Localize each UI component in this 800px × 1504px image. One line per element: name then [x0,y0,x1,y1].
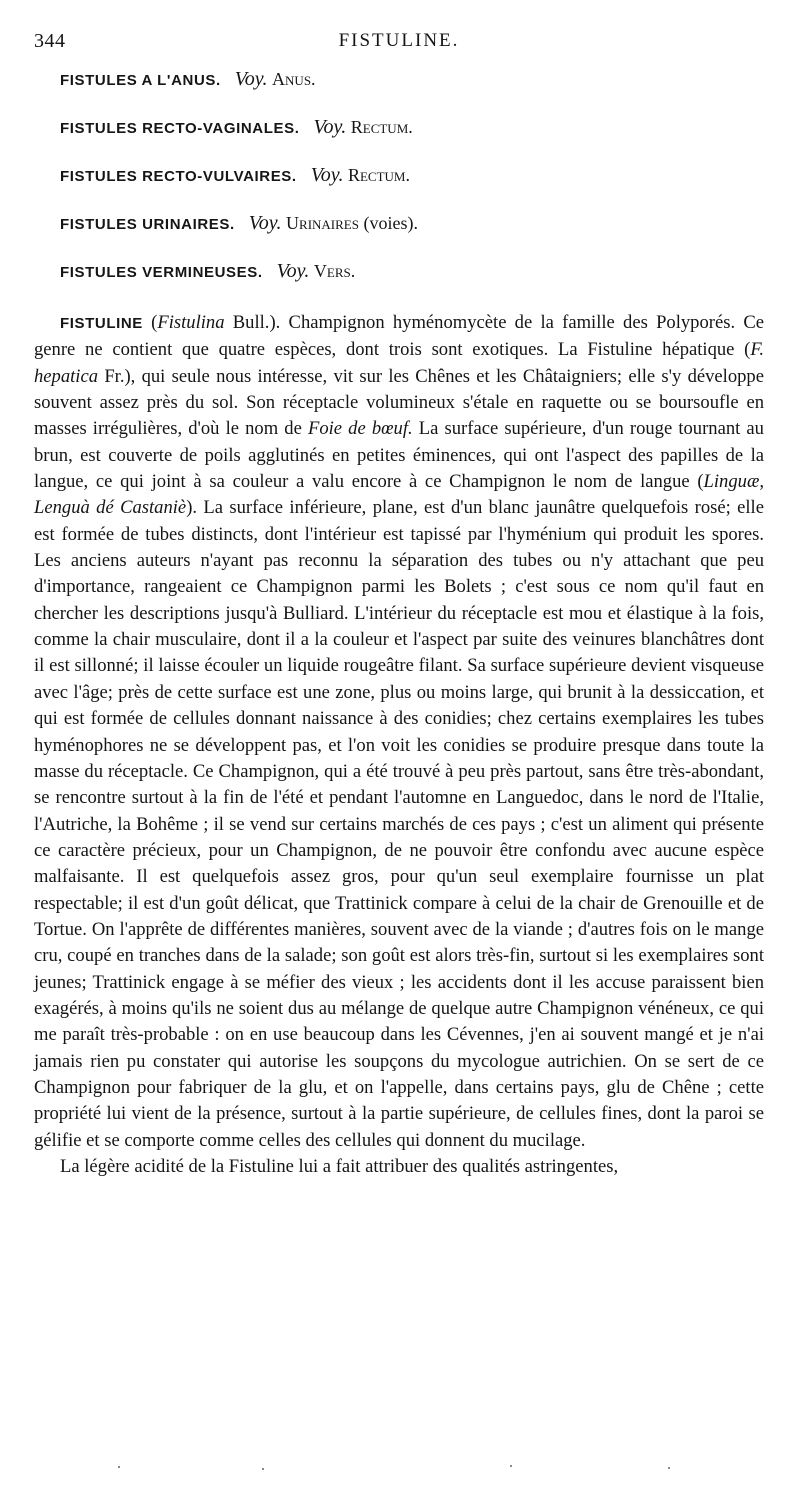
scan-specks [0,1462,800,1482]
cross-reference-qualifier: (voies). [363,213,418,233]
cross-reference-target: Urinaires [286,213,359,233]
scan-speck [510,1465,512,1467]
voy-abbreviation: Voy. [234,68,268,90]
running-title: FISTULINE. [338,30,460,51]
entry-text-4: ). La surface inférieure, plane, est d'un blanc jaunâtre quelquefois rosé; elle est formée de tubes distincts, dont l'intérieur est tapissé par l'hyménium qui produit les spores. Les anciens auteurs n'ayant pas reconnu la séparation des tubes ou n'y attachant que peu d'importance, rangeaient ce Champignon parmi les Bolets ; c'est sous ce nom qu'il faut en chercher les descriptions jusqu'à Bulliard. L'intérieur du réceptacle est mou et élastique à la fois, comme la chair musculaire, dont il a la couleur et l'aspect par suite des veinures blanchâtres dont il est sillonné; il laisse écouler un liquide rougeâtre filant. Sa surface supérieure devient visqueuse avec l'âge; près de cette surface est une zone, plus ou moins large, qui brunit à la dessiccation, et qui est formée de cellules donnant naissance à des conidies; chez certains exemplaires les tubes hyménophores ne se développent pas, et l'on voit les conidies se produire presque dans toute la masse du réceptacle. Ce Champignon, qui a été trouvé à peu près partout, sans être très-abondant, se rencontre surtout à la fin de l'été et pendant l'automne en Languedoc, dans le nord de l'Italie, l'Autriche, la Bohême ; il se vend sur certains marchés de ces pays ; c'est un aliment qui présente ce caractère précieux, pour un Champignon, de ne pouvoir être confondu avec aucune espèce malfaisante. Il est quelquefois assez gros, pour qu'un seul exemplaire fournisse un plat respectable; il est d'un goût délicat, que Trattinick compare à celui de la chair de Grenouille et de Tortue. On l'apprête de différentes manières, souvent avec de la viande ; d'autres fois on le mange cru, coupé en tranches dans de la salade; son goût est alors très-fin, surtout si les exemplaires sont jeunes; Trattinick engage à se méfier des vieux ; les accidents dont il les accuse paraissent bien exagérés, à moins qu'ils ne soient dus au mélange de quelque autre Champignon vénéneux, ce qui me paraît très-probable : on en use beaucoup dans les Cévennes, j'en ai souvent mangé et je n'ai jamais rien pu constater qui autorise les soupçons du mycologue autrichien. On se sert de ce Champignon pour fabriquer de la glu, et on l'appelle, dans certains pays, glu de Chêne ; cette propriété lui vient de la présence, surtout à la partie supérieure, de cellules fines, dont la paroi se gélifie et se comporte comme celles des cellules qui donnent du mucilage. [34,497,764,1151]
entry-headword: FISTULINE [60,315,143,332]
cross-reference-headword: FISTULES VERMINEUSES. [60,264,263,281]
latin-genus: Fistulina [157,312,225,333]
voy-abbreviation: Voy. [310,164,344,186]
cross-reference-target: Rectum. [350,117,413,137]
cross-reference-target: Rectum. [347,165,410,185]
entry-text-3: La surface supérieure, d'un rouge tournant au brun, est couverte de poils agglutinés en petites éminences, qui ont l'aspect des papilles de la langue, ce qui joint à sa couleur a valu encore à ce Champignon le nom de langue ( [34,418,764,493]
common-name-foie: Foie de bœuf. [307,418,413,440]
cross-reference-target: Vers. [313,261,356,281]
cross-reference-headword: FISTULES A L'ANUS. [60,72,221,89]
cross-reference-target: Anus. [272,69,316,89]
cross-reference-entry [60,160,760,208]
authority: Bull.). [232,312,281,333]
entry-body [34,310,764,1180]
cross-reference-headword: FISTULES RECTO-VULVAIRES. [60,168,297,185]
running-head [34,30,764,58]
entry-text-1: Champignon hyménomycète de la famille des Polyporés. Ce genre ne contient que quatre espèces, dont trois sont exotiques. La Fistuline hépatique ( [34,312,764,361]
entry-paragraph [34,310,764,1154]
vernacular-names: Linguæ, Lenguà dé Castaniè [34,471,764,519]
scan-speck [118,1466,120,1468]
entry-text-2: Fr.), qui seule nous intéresse, vit sur les Chênes et les Châtaigniers; elle s'y développe souvent assez près du sol. Son réceptacle volumineux s'étale en raquette ou se boursoufle en masses irrégulières, d'où le nom de [34,365,764,440]
cross-reference-entry [60,112,760,160]
cross-reference-list [60,64,760,304]
closing-paragraph: La légère acidité de la Fistuline lui a fait attribuer des qualités astringentes, [60,1156,619,1177]
cross-reference-entry [60,256,760,304]
scan-speck [668,1467,670,1469]
scan-speck [262,1468,264,1470]
voy-abbreviation: Voy. [248,212,282,234]
voy-abbreviation: Voy. [313,116,347,138]
cross-reference-entry [60,64,760,112]
cross-reference-entry [60,208,760,256]
cross-reference-headword: FISTULES URINAIRES. [60,216,235,233]
species-name: F. hepatica [34,339,764,387]
cross-reference-headword: FISTULES RECTO-VAGINALES. [60,120,300,137]
page-number: 344 [34,30,66,52]
voy-abbreviation: Voy. [276,260,310,282]
paren-open: ( [151,312,158,333]
